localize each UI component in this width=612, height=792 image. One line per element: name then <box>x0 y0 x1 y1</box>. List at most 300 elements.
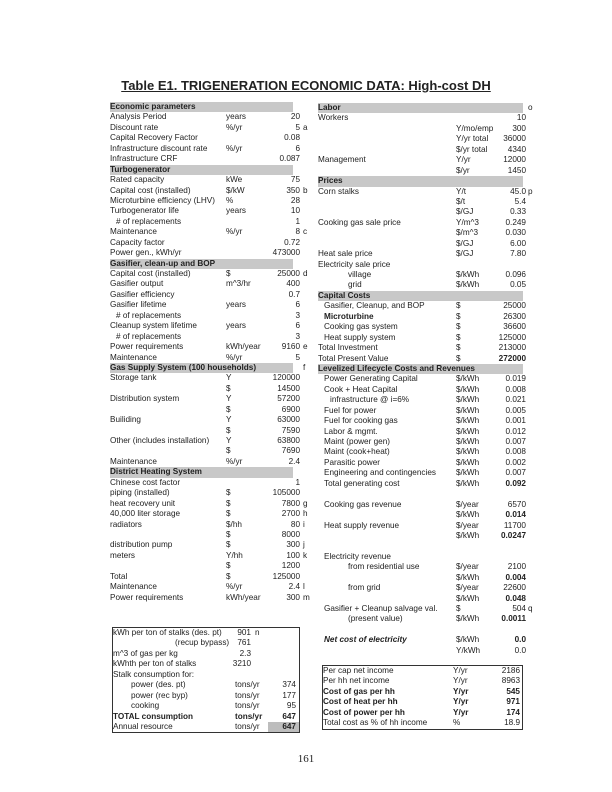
row-value: 300 <box>512 123 526 133</box>
row-label: m^3 of gas per kg <box>113 648 178 658</box>
table-row <box>110 175 310 185</box>
row-label: # of replacements <box>116 216 182 226</box>
table-row <box>110 551 310 561</box>
row-label: # of replacements <box>116 310 182 320</box>
row-value: 2.4 <box>288 582 300 592</box>
row-value: 0.019 <box>505 374 526 384</box>
row-value: 0.048 <box>505 593 526 603</box>
row-unit: kWh/year <box>226 342 261 352</box>
section-header-row <box>110 363 310 373</box>
row-value: 0.7 <box>288 289 300 299</box>
table-row <box>113 712 299 722</box>
section-header-row <box>110 259 310 269</box>
row-unit: Y/hh <box>226 550 243 560</box>
row-unit: Y <box>226 373 232 383</box>
table-row <box>318 552 538 562</box>
row-unit: $/kWh <box>456 426 480 436</box>
row-unit: Y/yr <box>453 666 468 675</box>
row-value: 125000 <box>272 571 300 581</box>
row-unit: $ <box>456 311 461 321</box>
row-value: 0.05 <box>510 280 526 290</box>
row-label: Cook + Heat Capital <box>324 384 398 394</box>
table-row <box>318 500 538 510</box>
row-unit: Y/yr <box>453 697 469 707</box>
row-unit: $ <box>226 540 231 550</box>
footnote-marker: i <box>303 519 305 529</box>
section-header-row <box>318 176 538 186</box>
row-unit: $ <box>226 425 231 435</box>
table-row <box>110 269 310 279</box>
row-label: Microturbine efficiency (LHV) <box>110 195 215 205</box>
row-label: Capital cost (installed) <box>110 269 191 278</box>
row-label: Total Present Value <box>318 353 389 363</box>
table-row <box>113 701 299 711</box>
table-row <box>318 416 538 426</box>
table-row <box>110 217 310 227</box>
section-header-row <box>318 291 538 301</box>
table-row <box>113 691 299 701</box>
row-label: Net cost of electricity <box>324 635 407 645</box>
row-value: 213000 <box>498 343 526 353</box>
row-unit: $/kWh <box>456 447 480 457</box>
row-unit: $/kWh <box>456 395 480 405</box>
row-label: Rated capacity <box>110 175 165 185</box>
row-value: 6.00 <box>510 238 526 248</box>
row-unit: %/yr <box>226 143 243 153</box>
row-value: 0.008 <box>505 384 526 394</box>
row-value: 10 <box>290 206 300 216</box>
row-label: Engineering and contingencies <box>324 468 436 478</box>
table-row <box>318 239 538 249</box>
table-row <box>318 427 538 437</box>
table-row <box>113 722 299 732</box>
row-label: Capital cost (installed) <box>110 185 191 195</box>
footnote-marker: d <box>303 269 308 278</box>
row-unit: Y <box>226 415 232 425</box>
table-row <box>110 509 310 519</box>
footnote-marker: j <box>303 540 305 550</box>
section-header: Capital Costs <box>318 291 523 301</box>
row-label: kWh per ton of stalks (des. pt) <box>113 628 222 637</box>
right-costs-panel <box>318 103 538 656</box>
row-value: 75 <box>290 175 300 185</box>
table-row <box>323 697 522 707</box>
row-value: 36600 <box>503 322 526 332</box>
table-row <box>318 458 538 468</box>
table-row <box>318 646 538 656</box>
row-label: Gasifier lifetime <box>110 300 167 310</box>
row-label: meters <box>110 550 136 560</box>
row-unit: kWh/year <box>226 592 261 602</box>
table-row <box>318 531 538 541</box>
table-row <box>110 206 310 216</box>
row-label: village <box>348 270 372 279</box>
row-label: grid <box>348 280 362 290</box>
table-row <box>110 154 310 164</box>
table-row <box>323 718 522 728</box>
row-unit: $ <box>456 343 461 353</box>
row-value: 57200 <box>277 394 300 404</box>
table-row <box>318 228 538 238</box>
table-row <box>110 457 310 467</box>
row-label: Maint (power gen) <box>324 437 390 446</box>
row-label: Management <box>318 155 366 165</box>
table-row <box>318 354 538 364</box>
row-value: 5.4 <box>514 196 526 206</box>
row-label: power (des. pt) <box>131 680 186 690</box>
row-unit: $/year <box>456 562 479 572</box>
table-row <box>110 488 310 498</box>
row-value: 0.249 <box>505 217 526 227</box>
row-value: 300 <box>286 592 300 602</box>
row-unit: $ <box>226 446 231 456</box>
row-unit: tons/yr <box>235 680 260 690</box>
row-value: 6 <box>295 321 300 331</box>
row-unit: $/kWh <box>456 593 480 603</box>
spacer-row <box>318 541 538 551</box>
table-row <box>113 659 299 669</box>
row-unit: Y/yr <box>456 155 471 165</box>
row-value: 1 <box>295 477 300 487</box>
table-row <box>318 155 538 165</box>
row-value: 12000 <box>503 155 526 165</box>
row-label: Capital Recovery Factor <box>110 133 198 143</box>
row-value: 2186 <box>501 666 520 675</box>
table-row <box>318 124 538 134</box>
row-unit: tons/yr <box>235 711 263 721</box>
row-unit: %/yr <box>226 122 243 132</box>
table-row <box>110 279 310 289</box>
footnote-marker: q <box>528 604 533 613</box>
table-row <box>110 593 310 603</box>
row-value: 28 <box>290 195 300 205</box>
table-row <box>318 218 538 228</box>
row-label: Storage tank <box>110 373 157 383</box>
table-row <box>110 478 310 488</box>
row-value: 125000 <box>498 332 526 342</box>
row-unit: $ <box>456 301 461 311</box>
table-row <box>318 521 538 531</box>
row-label: Electricity sale price <box>318 259 391 269</box>
row-value: 20 <box>290 112 300 122</box>
table-row <box>110 530 310 540</box>
row-value: 45.0 <box>510 186 526 196</box>
table-title <box>0 78 612 93</box>
table-row <box>323 666 522 676</box>
row-label: Cooking gas system <box>324 322 398 332</box>
row-unit: $ <box>226 498 231 508</box>
row-label: Gasifier output <box>110 279 164 289</box>
row-value: 0.0011 <box>501 614 526 624</box>
row-unit: $ <box>226 571 231 581</box>
row-unit: tons/yr <box>235 690 260 700</box>
row-label: from residential use <box>348 562 420 572</box>
table-row <box>110 332 310 342</box>
row-value: 26300 <box>503 311 526 321</box>
footnote-marker: a <box>303 122 308 132</box>
table-row <box>318 604 538 614</box>
row-value: 761 <box>237 638 251 648</box>
row-label: Heat supply revenue <box>324 520 400 530</box>
row-value: 120000 <box>272 373 300 383</box>
table-row <box>323 676 522 686</box>
table-row <box>318 594 538 604</box>
table-row <box>110 227 310 237</box>
row-label: Other (includes installation) <box>110 436 210 445</box>
row-label: from grid <box>348 583 381 593</box>
section-header: Levelized Lifecycle Costs and Revenues <box>318 364 523 374</box>
table-row <box>110 144 310 154</box>
row-value: 374 <box>282 680 296 690</box>
footnote-marker: n <box>255 628 260 637</box>
row-label: Fuel for cooking gas <box>324 416 398 426</box>
section-header: Gasifier, clean-up and BOP <box>110 259 293 269</box>
row-value: 6 <box>295 300 300 310</box>
table-row <box>318 573 538 583</box>
row-unit: $/kWh <box>456 614 480 624</box>
table-row <box>110 415 310 425</box>
table-row <box>318 395 538 405</box>
row-label: Cost of gas per hh <box>323 686 395 696</box>
row-unit: $/GJ <box>456 238 474 248</box>
row-unit: tons/yr <box>235 701 260 711</box>
table-row <box>110 353 310 363</box>
table-row <box>110 290 310 300</box>
row-unit: $/kWh <box>456 635 480 645</box>
row-value: 22600 <box>503 583 526 593</box>
row-label: Corn stalks <box>318 186 359 196</box>
table-row <box>110 446 310 456</box>
row-value: 7690 <box>281 446 300 456</box>
table-row <box>318 343 538 353</box>
table-row <box>318 479 538 489</box>
row-unit: $/hh <box>226 519 242 529</box>
row-value: 8963 <box>501 676 520 686</box>
table-row <box>110 133 310 143</box>
row-value: 0.007 <box>505 468 526 478</box>
row-value: 18.9 <box>504 718 520 728</box>
row-value: 36000 <box>503 134 526 144</box>
row-value: 350 <box>286 185 300 195</box>
row-unit: $ <box>456 322 461 332</box>
row-value: 174 <box>506 707 520 717</box>
row-unit: Y/mo/emp <box>456 123 494 133</box>
row-value: 100 <box>286 550 300 560</box>
row-value: 473000 <box>272 248 300 258</box>
row-label: Annual resource <box>113 721 173 731</box>
table-row <box>110 384 310 394</box>
row-unit: $/GJ <box>456 249 474 259</box>
row-unit: $ <box>226 404 231 414</box>
spacer-row <box>318 489 538 499</box>
row-unit: $/kWh <box>456 280 480 290</box>
table-row <box>318 614 538 624</box>
row-unit: $ <box>226 383 231 393</box>
row-label: power (rec byp) <box>131 690 188 700</box>
row-value: 0.014 <box>505 510 526 520</box>
row-unit: $ <box>226 269 231 278</box>
row-value: 0.008 <box>505 447 526 457</box>
row-label: (recup bypass) <box>175 638 230 648</box>
row-label: Heat sale price <box>318 249 373 259</box>
table-row <box>110 196 310 206</box>
row-label: Chinese cost factor <box>110 477 181 487</box>
row-unit: $/kWh <box>456 457 480 467</box>
spacer-row <box>318 625 538 635</box>
row-unit: $/kWh <box>456 510 480 520</box>
row-value: 6900 <box>281 404 300 414</box>
row-value: 971 <box>506 697 520 707</box>
row-value: 901 <box>237 628 251 637</box>
row-unit: $ <box>226 509 231 519</box>
table-row <box>110 248 310 258</box>
row-label: Total <box>110 571 128 581</box>
row-unit: $/kWh <box>456 437 480 446</box>
row-label: Discount rate <box>110 122 159 132</box>
row-value: 2100 <box>507 562 526 572</box>
footnote-marker: p <box>528 186 533 196</box>
footnote-marker: g <box>303 498 308 508</box>
row-label: Per cap net income <box>323 666 394 675</box>
row-label: Maint (cook+heat) <box>324 447 390 457</box>
row-value: 0.087 <box>279 154 300 164</box>
table-row <box>110 405 310 415</box>
table-row <box>110 499 310 509</box>
table-row <box>113 680 299 690</box>
row-value: 11700 <box>503 520 526 530</box>
row-unit: $/yr <box>456 165 470 175</box>
row-unit: $/t <box>456 196 466 206</box>
row-unit: %/yr <box>226 227 243 237</box>
row-unit: Y/kWh <box>456 645 481 655</box>
table-row <box>110 394 310 404</box>
row-label: Power Generating Capital <box>324 374 418 384</box>
table-row <box>110 436 310 446</box>
row-label: Gasifier, Cleanup, and BOP <box>324 301 425 311</box>
section-header: Labor <box>318 103 523 113</box>
row-unit: $ <box>226 561 231 571</box>
table-row <box>318 447 538 457</box>
row-unit: kWe <box>226 175 243 185</box>
table-row <box>110 540 310 550</box>
table-row <box>113 670 299 680</box>
table-row <box>110 238 310 248</box>
row-unit: $ <box>456 604 461 613</box>
table-row <box>110 112 310 122</box>
row-label: piping (installed) <box>110 488 170 498</box>
row-label: Maintenance <box>110 582 157 592</box>
row-label: Analysis Period <box>110 112 167 122</box>
row-value: 300 <box>286 540 300 550</box>
row-value: 0.030 <box>505 228 526 238</box>
row-value: 5 <box>295 352 300 362</box>
row-value: 2.3 <box>239 648 251 658</box>
row-value: 545 <box>506 686 520 696</box>
row-unit: $/kWh <box>456 478 480 488</box>
table-row <box>318 249 538 259</box>
row-value: 647 <box>268 722 299 732</box>
row-value: 0.012 <box>505 426 526 436</box>
footnote-marker: c <box>303 227 308 237</box>
section-header: Economic parameters <box>110 102 293 112</box>
table-row <box>318 406 538 416</box>
row-label: Gasifier efficiency <box>110 289 175 299</box>
row-value: 0.08 <box>284 133 300 143</box>
row-value: 0.001 <box>505 416 526 426</box>
row-label: Infrastructure discount rate <box>110 143 208 153</box>
row-value: 400 <box>286 279 300 289</box>
row-value: 0.004 <box>505 572 526 582</box>
row-value: 5 <box>295 122 300 132</box>
row-label: Capacity factor <box>110 237 165 247</box>
section-header-row <box>110 467 310 477</box>
row-value: 177 <box>282 690 296 700</box>
section-header-row <box>318 364 538 374</box>
section-header: District Heating System <box>110 467 293 477</box>
table-row <box>318 187 538 197</box>
row-value: 647 <box>282 711 296 721</box>
table-row <box>318 374 538 384</box>
row-unit: $ <box>226 529 231 539</box>
row-unit: $/kWh <box>456 405 480 415</box>
row-label: heat recovery unit <box>110 498 176 508</box>
row-value: 7590 <box>281 425 300 435</box>
row-unit: Y/yr <box>453 676 468 686</box>
row-value: 7.80 <box>510 249 526 259</box>
row-unit: $/kWh <box>456 572 480 582</box>
row-unit: years <box>226 321 247 331</box>
table-row <box>318 280 538 290</box>
footnote-marker: e <box>303 342 308 352</box>
table-row <box>318 301 538 311</box>
row-value: 10 <box>516 113 526 123</box>
row-unit: % <box>226 195 234 205</box>
table-row <box>110 561 310 571</box>
row-label: Infrastructure CRF <box>110 154 178 164</box>
table-row <box>318 145 538 155</box>
row-value: 0.0 <box>514 635 526 645</box>
row-label: Total Investment <box>318 343 378 353</box>
row-unit: $/GJ <box>456 207 474 217</box>
row-value: 3210 <box>232 659 251 669</box>
section-header-row <box>110 165 310 175</box>
row-unit: Y/yr <box>453 686 469 696</box>
row-unit: years <box>226 206 247 216</box>
table-row <box>318 134 538 144</box>
table-row <box>110 373 310 383</box>
page-number: 161 <box>297 753 315 765</box>
row-value: 8 <box>295 227 300 237</box>
row-label: infrastructure @ i=6% <box>330 395 410 405</box>
row-value: 63800 <box>277 436 300 445</box>
row-value: 1 <box>295 216 300 226</box>
row-value: 105000 <box>272 488 300 498</box>
stalk-consumption-box <box>112 627 300 733</box>
row-label: Fuel for power <box>324 405 377 415</box>
row-label: Total cost as % of hh income <box>323 718 428 728</box>
row-unit: $ <box>226 488 231 498</box>
row-unit: Y/yr <box>453 707 469 717</box>
left-parameters-panel <box>110 102 310 603</box>
row-label: Cleanup system lifetime <box>110 321 197 331</box>
table-row <box>110 311 310 321</box>
row-value: 0.092 <box>505 478 526 488</box>
row-value: 0.0247 <box>500 530 526 540</box>
row-label: Power gen., kWh/yr <box>110 248 182 258</box>
row-value: 3 <box>295 331 300 341</box>
row-unit: $ <box>456 332 461 342</box>
table-row <box>318 312 538 322</box>
